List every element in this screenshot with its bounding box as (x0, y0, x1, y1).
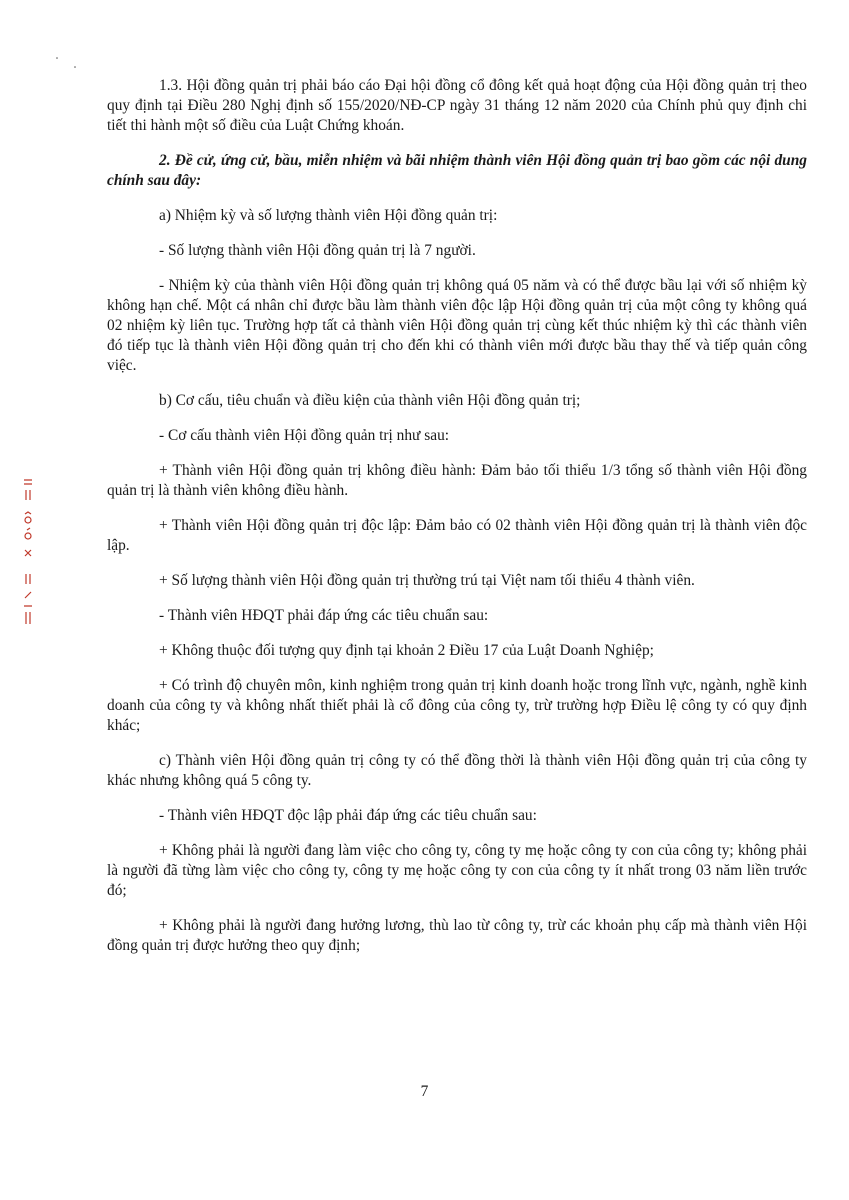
paragraph-independent: + Thành viên Hội đồng quản trị độc lập: Đảm bảo có 02 thành viên Hội đồng quản trị là thành viên độc lập. (107, 517, 807, 554)
section-heading-2: 2. Đề cử, ứng cử, bầu, miễn nhiệm và bãi nhiệm thành viên Hội đồng quản trị bao gồm các nội dung chính sau đây: (107, 152, 807, 189)
margin-seal-stamp (18, 478, 38, 628)
paragraph-1-3: 1.3. Hội đồng quản trị phải báo cáo Đại hội đồng cổ đông kết quả hoạt động của Hội đồng quản trị theo quy định tại Điều 280 Nghị định số 155/2020/NĐ-CP ngày 31 tháng 12 năm 2020 của Chính phủ quy định chi tiết thi hành một số điều của Luật Chứng khoán. (107, 77, 807, 134)
page-number: 7 (420, 1083, 429, 1100)
paragraph-concurrent-boards: c) Thành viên Hội đồng quản trị công ty có thể đồng thời là thành viên Hội đồng quản trị của công ty khác nhưng không quá 5 công ty. (107, 752, 807, 789)
paragraph-member-count: - Số lượng thành viên Hội đồng quản trị là 7 người. (159, 242, 476, 259)
scan-artifact (55, 55, 85, 75)
paragraph-expertise: + Có trình độ chuyên môn, kinh nghiệm trong quản trị kinh doanh hoặc trong lĩnh vực, ngành, nghề kinh doanh của công ty và không nhất thiết phải là cổ đông của công ty, trừ trường hợp Điều lệ công ty có quy định khác; (107, 677, 807, 734)
paragraph-non-executive: + Thành viên Hội đồng quản trị không điều hành: Đảm bảo tối thiểu 1/3 tổng số thành viên Hội đồng quản trị là thành viên không điều hành. (107, 462, 807, 499)
paragraph-structure-criteria: b) Cơ cấu, tiêu chuẩn và điều kiện của thành viên Hội đồng quản trị; (159, 392, 581, 409)
paragraph-member-criteria: - Thành viên HĐQT phải đáp ứng các tiêu chuẩn sau: (159, 607, 489, 624)
paragraph-independent-criteria: - Thành viên HĐQT độc lập phải đáp ứng các tiêu chuẩn sau: (159, 807, 537, 824)
paragraph-term-and-number: a) Nhiệm kỳ và số lượng thành viên Hội đồng quản trị: (159, 207, 498, 224)
paragraph-not-employee: + Không phải là người đang làm việc cho công ty, công ty mẹ hoặc công ty con của công ty; không phải là người đã từng làm việc cho công ty, công ty mẹ hoặc công ty con của công ty ít nhất trong 03 năm liền trước đó; (107, 842, 807, 899)
paragraph-term-length: - Nhiệm kỳ của thành viên Hội đồng quản trị không quá 05 năm và có thể được bầu lại với số nhiệm kỳ không hạn chế. Một cá nhân chỉ được bầu làm thành viên độc lập Hội đồng quản trị của một công ty không quá 02 nhiệm kỳ liên tục. Trường hợp tất cả thành viên Hội đồng quản trị cùng kết thúc nhiệm kỳ thì các thành viên đó tiếp tục là thành viên Hội đồng quản trị cho đến khi có thành viên mới được bầu thay thế và tiếp quản công việc. (107, 277, 807, 374)
document-body (107, 76, 807, 971)
paragraph-not-prohibited: + Không thuộc đối tượng quy định tại khoản 2 Điều 17 của Luật Doanh Nghiệp; (159, 642, 654, 659)
paragraph-not-salaried: + Không phải là người đang hưởng lương, thù lao từ công ty, trừ các khoản phụ cấp mà thành viên Hội đồng quản trị được hưởng theo quy định; (107, 917, 807, 954)
paragraph-resident: + Số lượng thành viên Hội đồng quản trị thường trú tại Việt nam tối thiểu 4 thành viên. (159, 572, 695, 589)
paragraph-structure: - Cơ cấu thành viên Hội đồng quản trị như sau: (159, 427, 450, 444)
